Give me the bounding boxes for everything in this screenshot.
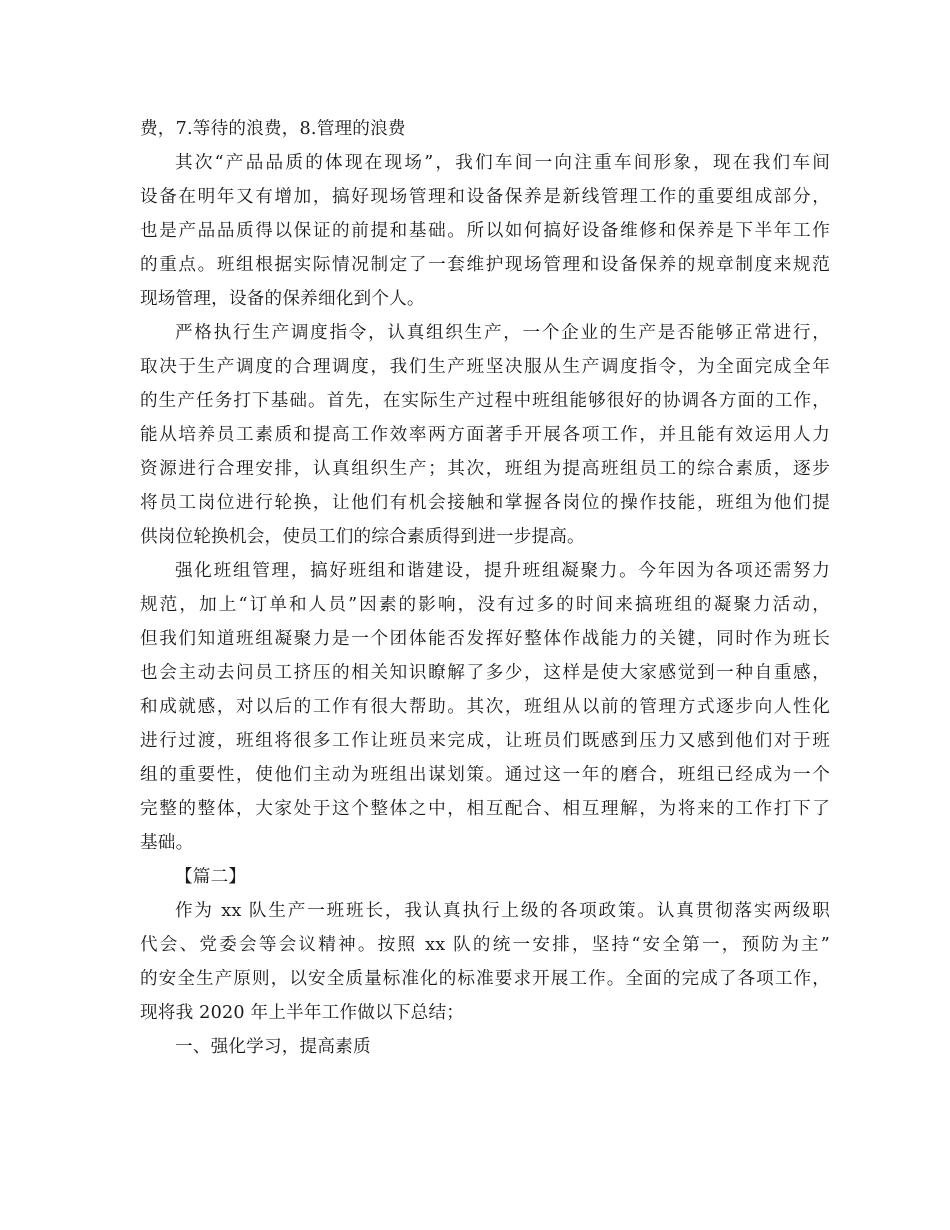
text-line: 和成就感，对以后的工作有很大帮助。其次，班组从以前的管理方式逐步向人性化 — [140, 697, 830, 717]
text-line: 其次“产品品质的体现在现场”，我们车间一向注重车间形象，现在我们车间 — [175, 153, 830, 173]
text-line: 设备在明年又有增加，搞好现场管理和设备保养是新线管理工作的重要组成部分， — [140, 187, 830, 207]
text-line: 将员工岗位进行轮换，让他们有机会接触和掌握各岗位的操作技能，班组为他们提 — [140, 493, 830, 513]
text-line: 供岗位轮换机会，使员工们的综合素质得到进一步提高。 — [140, 527, 585, 547]
text-line: 但我们知道班组凝聚力是一个团体能否发挥好整体作战能力的关键，同时作为班长 — [140, 629, 830, 649]
text-line: 作为 xx 队生产一班班长，我认真执行上级的各项政策。认真贯彻落实两级职 — [175, 901, 830, 921]
text-line: 严格执行生产调度指令，认真组织生产，一个企业的生产是否能够正常进行， — [175, 323, 830, 343]
text-line: 一、强化学习，提高素质 — [175, 1037, 371, 1057]
text-line: 现场管理，设备的保养细化到个人。 — [140, 289, 425, 309]
text-line: 能从培养员工素质和提高工作效率两方面著手开展各项工作，并且能有效运用人力 — [140, 425, 830, 445]
text-line: 的生产任务打下基础。首先，在实际生产过程中班组能够很好的协调各方面的工作， — [140, 391, 830, 411]
section-heading: 【篇二】 — [175, 867, 247, 887]
text-line: 的安全生产原则，以安全质量标准化的标准要求开展工作。全面的完成了各项工作， — [140, 969, 830, 989]
text-line: 取决于生产调度的合理调度，我们生产班坚决服从生产调度指令，为全面完成全年 — [140, 357, 830, 377]
text-line: 进行过渡，班组将很多工作让班员来完成，让班员们既感到压力又感到他们对于班 — [140, 731, 830, 751]
text-line: 代会、党委会等会议精神。按照 xx 队的统一安排，坚持“安全第一，预防为主” — [140, 935, 830, 955]
text-line: 完整的整体，大家处于这个整体之中，相互配合、相互理解，为将来的工作打下了 — [140, 799, 830, 819]
text-line: 费，7.等待的浪费，8.管理的浪费 — [140, 119, 406, 139]
text-line: 也是产品品质得以保证的前提和基础。所以如何搞好设备维修和保养是下半年工作 — [140, 221, 830, 241]
text-line: 资源进行合理安排，认真组织生产；其次，班组为提高班组员工的综合素质，逐步 — [140, 459, 830, 479]
text-line: 现将我 2020 年上半年工作做以下总结； — [140, 1003, 465, 1023]
text-line: 基础。 — [140, 833, 194, 853]
text-line: 强化班组管理，搞好班组和谐建设，提升班组凝聚力。今年因为各项还需努力 — [175, 561, 830, 581]
text-line: 规范，加上“订单和人员”因素的影响，没有过多的时间来搞班组的凝聚力活动， — [140, 595, 830, 615]
text-line: 的重点。班组根据实际情况制定了一套维护现场管理和设备保养的规章制度来规范 — [140, 255, 830, 275]
document-page — [140, 112, 830, 1064]
text-line: 组的重要性，使他们主动为班组出谋划策。通过这一年的磨合，班组已经成为一个 — [140, 765, 830, 785]
text-line: 也会主动去问员工挤压的相关知识瞭解了多少，这样是使大家感觉到一种自重感， — [140, 663, 830, 683]
